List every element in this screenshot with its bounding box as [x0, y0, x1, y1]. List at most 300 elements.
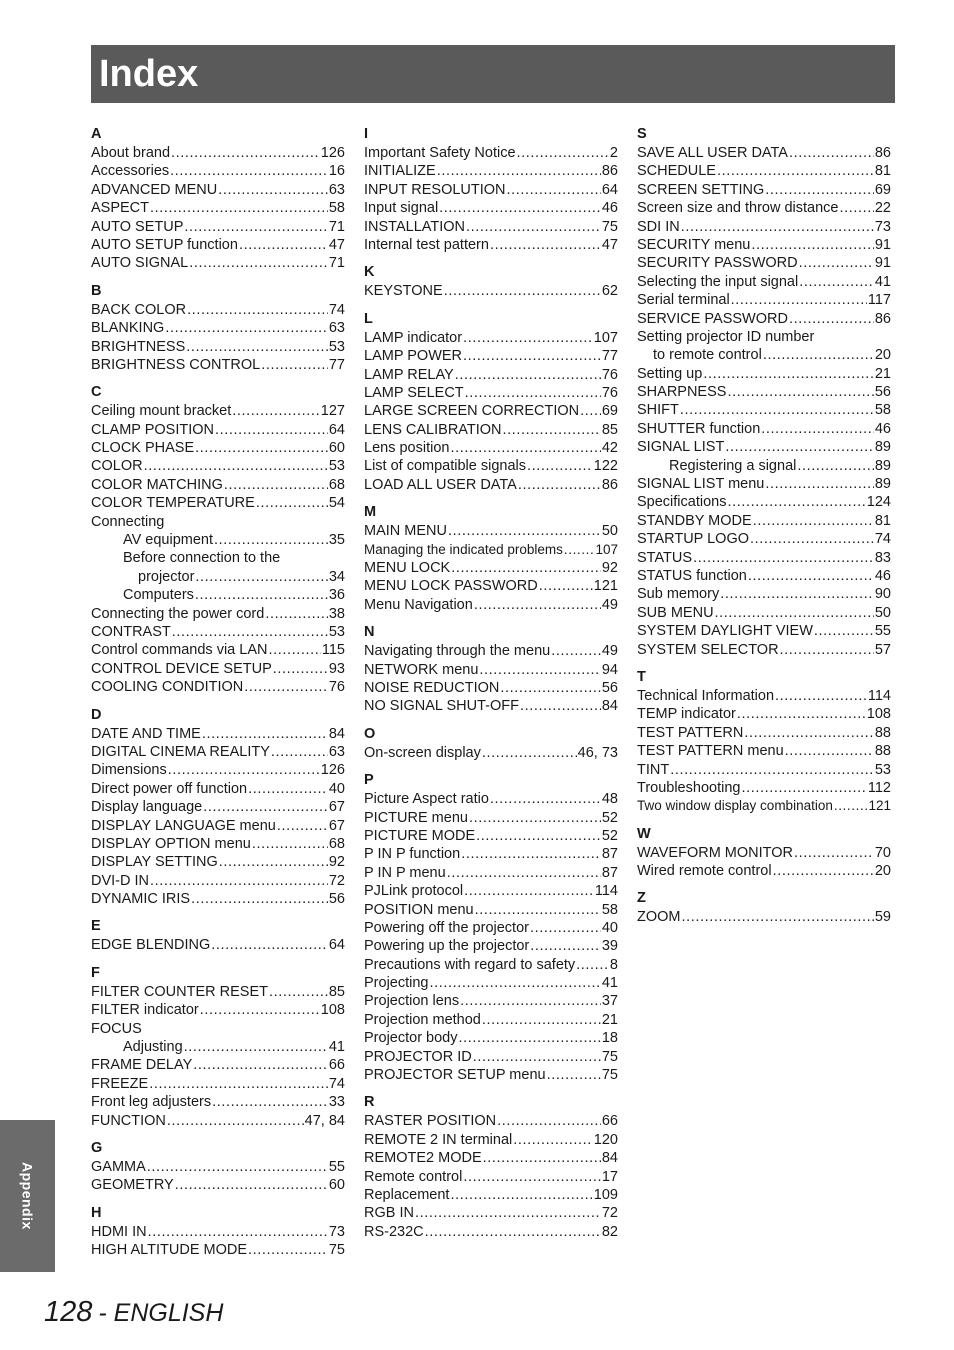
index-entry	[91, 254, 345, 272]
entry-label: SUB MENU	[637, 604, 714, 621]
page-title: Index	[99, 52, 199, 95]
entry-page: 8	[609, 956, 618, 973]
dot-leader	[799, 273, 874, 291]
entry-page: 91	[874, 236, 891, 253]
index-entry	[364, 1223, 618, 1241]
entry-page: 107	[595, 541, 618, 557]
entry-page: 18	[601, 1030, 618, 1047]
dot-leader	[429, 974, 600, 992]
dot-leader	[483, 1149, 601, 1167]
entry-page: 69	[601, 403, 618, 420]
dot-leader	[465, 384, 601, 402]
entry-page: 73	[328, 1223, 345, 1240]
dot-leader	[580, 402, 601, 420]
section-letter: W	[637, 825, 651, 842]
entry-page: 107	[593, 329, 618, 346]
section-letter: R	[364, 1094, 375, 1111]
dot-leader	[451, 559, 601, 577]
dot-leader	[187, 301, 328, 319]
dot-leader	[789, 310, 874, 328]
dot-leader	[148, 1223, 328, 1241]
entry-label: Ceiling mount bracket	[91, 403, 232, 420]
index-entry	[91, 1075, 345, 1093]
entry-page: 121	[868, 798, 891, 814]
dot-leader	[277, 817, 328, 835]
entry-label: to remote control	[653, 347, 762, 364]
dot-leader	[518, 476, 601, 494]
entry-label: LOAD ALL USER DATA	[364, 476, 517, 493]
entry-page: 86	[874, 145, 891, 161]
dot-leader	[224, 476, 328, 494]
dot-leader	[564, 541, 595, 559]
index-entry	[91, 605, 345, 623]
entry-page: 84	[328, 725, 345, 742]
index-entry	[637, 567, 891, 585]
entry-page: 57	[874, 641, 891, 658]
entry-label: Setting projector ID number	[637, 328, 815, 345]
entry-label: STANDBY MODE	[637, 512, 752, 529]
entry-label: BRIGHTNESS	[91, 338, 186, 355]
dot-leader	[444, 282, 601, 300]
index-section	[91, 917, 345, 954]
dot-leader	[775, 687, 867, 705]
entry-label: SHARPNESS	[637, 384, 727, 401]
entry-label: DVI-D IN	[91, 872, 149, 889]
dot-leader	[474, 596, 601, 614]
entry-page: 109	[593, 1186, 618, 1203]
entry-page: 68	[328, 835, 345, 852]
index-entry	[364, 1011, 618, 1029]
dot-leader	[212, 1093, 328, 1111]
index-entry	[364, 384, 618, 402]
entry-label: Computers	[123, 587, 194, 604]
entry-page: 71	[328, 218, 345, 235]
dot-leader	[720, 585, 874, 603]
index-entry	[91, 439, 345, 457]
index-entry	[637, 622, 891, 640]
dot-leader	[761, 420, 874, 438]
index-section	[364, 310, 618, 495]
section-letter: O	[364, 725, 376, 742]
index-entry	[364, 236, 618, 254]
dot-leader	[202, 725, 328, 743]
entry-label: P IN P function	[364, 846, 461, 863]
dot-leader	[547, 1066, 601, 1084]
index-entry	[364, 1029, 618, 1047]
entry-page: 89	[874, 439, 891, 456]
dot-leader	[680, 401, 874, 419]
index-entry	[364, 402, 618, 420]
index-entry	[91, 457, 345, 475]
index-entry	[91, 1158, 345, 1176]
entry-label: FUNCTION	[91, 1112, 166, 1129]
index-entry	[637, 365, 891, 383]
dot-leader	[727, 383, 873, 401]
dot-leader	[200, 1001, 320, 1019]
entry-label: STATUS function	[637, 567, 747, 584]
dot-leader	[232, 402, 320, 420]
entry-label: Important Safety Notice	[364, 145, 516, 161]
entry-label: NETWORK menu	[364, 661, 479, 678]
entry-page: 49	[601, 643, 618, 660]
entry-page: 86	[874, 310, 891, 327]
entry-label: Powering up the projector	[364, 938, 530, 955]
entry-label: DISPLAY SETTING	[91, 854, 218, 871]
index-entry	[364, 744, 618, 762]
index-entry	[637, 908, 891, 926]
entry-label: Internal test pattern	[364, 236, 489, 253]
entry-page: 42	[601, 440, 618, 457]
section-letter: T	[637, 668, 646, 685]
entry-page: 41	[601, 975, 618, 992]
dot-leader	[482, 744, 577, 762]
entry-page: 50	[874, 604, 891, 621]
index-entry	[91, 494, 345, 512]
dot-leader	[794, 844, 874, 862]
dot-leader	[150, 199, 328, 217]
index-entry	[91, 1038, 345, 1056]
entry-page: 124	[866, 494, 891, 511]
entry-page: 20	[874, 347, 891, 364]
entry-page: 17	[601, 1168, 618, 1185]
index-entry	[637, 641, 891, 659]
entry-label: STATUS	[637, 549, 693, 566]
dot-leader	[184, 218, 327, 236]
dot-leader	[551, 642, 601, 660]
index-section	[91, 1204, 345, 1260]
entry-page: 47, 84	[304, 1112, 345, 1129]
entry-label: LAMP indicator	[364, 329, 463, 346]
index-entry	[364, 421, 618, 439]
entry-page: 89	[874, 476, 891, 493]
dot-leader	[765, 475, 874, 493]
entry-label: Projection lens	[364, 993, 460, 1010]
entry-page: 58	[601, 901, 618, 918]
entry-label: ADVANCED MENU	[91, 181, 218, 198]
index-section	[91, 125, 345, 273]
entry-page: 87	[601, 846, 618, 863]
entry-page: 53	[328, 338, 345, 355]
entry-label: MENU LOCK PASSWORD	[364, 578, 538, 595]
index-entry	[364, 457, 618, 475]
entry-label: PROJECTOR ID	[364, 1048, 472, 1065]
dot-leader	[814, 622, 874, 640]
entry-label: KEYSTONE	[364, 283, 443, 300]
index-entry	[637, 705, 891, 723]
index-entry	[364, 522, 618, 540]
index-section	[91, 1139, 345, 1195]
index-section	[637, 668, 891, 816]
dot-leader	[731, 291, 867, 309]
index-entry	[364, 1048, 618, 1066]
dot-leader	[530, 937, 601, 955]
entry-label: PJLink protocol	[364, 883, 464, 900]
entry-page: 117	[867, 292, 891, 309]
index-entry	[364, 827, 618, 845]
section-letter: E	[91, 918, 101, 935]
entry-page: 85	[328, 983, 345, 1000]
index-entry	[364, 1186, 618, 1204]
dot-leader	[147, 1158, 328, 1176]
entry-page: 55	[874, 623, 891, 640]
section-letter: P	[364, 772, 374, 789]
entry-label: COLOR TEMPERATURE	[91, 495, 255, 512]
index-entry	[364, 882, 618, 900]
entry-label: PICTURE MODE	[364, 827, 476, 844]
index-section	[91, 282, 345, 375]
entry-label: REMOTE2 MODE	[364, 1150, 482, 1167]
entry-page: 76	[601, 384, 618, 401]
entry-page: 84	[601, 1150, 618, 1167]
dot-leader	[191, 890, 328, 908]
entry-label: SHUTTER function	[637, 420, 761, 437]
entry-page: 53	[328, 623, 345, 640]
entry-label: FRAME DELAY	[91, 1057, 193, 1074]
entry-label: AUTO SIGNAL	[91, 255, 189, 272]
index-section	[364, 623, 618, 716]
entry-label: RS-232C	[364, 1223, 424, 1240]
entry-page: 63	[328, 320, 345, 337]
index-entry	[91, 319, 345, 337]
dot-leader	[715, 604, 874, 622]
dot-leader	[513, 1131, 593, 1149]
index-entry	[364, 1131, 618, 1149]
entry-label: INITIALIZE	[364, 163, 436, 180]
index-entry	[364, 162, 618, 180]
dot-leader	[693, 549, 874, 567]
entry-page: 82	[601, 1223, 618, 1240]
dot-leader	[670, 761, 874, 779]
dot-leader	[214, 531, 328, 549]
section-letter: F	[91, 964, 100, 981]
index-entry	[364, 329, 618, 347]
entry-page: 58	[328, 200, 345, 217]
index-entry	[364, 366, 618, 384]
entry-label: TEST PATTERN menu	[637, 743, 784, 760]
entry-label: About brand	[91, 145, 171, 161]
entry-label: WAVEFORM MONITOR	[637, 844, 794, 861]
entry-page: 88	[874, 743, 891, 760]
index-entry	[637, 310, 891, 328]
index-section	[637, 125, 891, 659]
index-entry	[91, 798, 345, 816]
dot-leader	[256, 494, 328, 512]
dot-leader	[189, 254, 328, 272]
entry-page: 64	[328, 421, 345, 438]
entry-page: 120	[593, 1131, 618, 1148]
index-entry	[91, 872, 345, 890]
entry-page: 68	[328, 476, 345, 493]
entry-label: MAIN MENU	[364, 523, 447, 540]
index-entry	[364, 992, 618, 1010]
entry-page: 71	[328, 255, 345, 272]
entry-label: List of compatible signals	[364, 458, 526, 475]
index-entry	[91, 817, 345, 835]
dot-leader	[252, 835, 328, 853]
section-letter: S	[637, 126, 647, 142]
dot-leader	[517, 144, 609, 162]
entry-page: 72	[601, 1205, 618, 1222]
entry-page: 66	[601, 1113, 618, 1130]
entry-label: SIGNAL LIST menu	[637, 476, 765, 493]
index-entry	[91, 421, 345, 439]
entry-label: LAMP SELECT	[364, 384, 464, 401]
dot-leader	[490, 790, 601, 808]
dot-leader	[464, 882, 594, 900]
entry-page: 46	[874, 567, 891, 584]
entry-page: 56	[601, 679, 618, 696]
dot-leader	[520, 697, 601, 715]
index-section	[364, 1093, 618, 1241]
index-entry	[364, 596, 618, 614]
page-language: - ENGLISH	[98, 1299, 224, 1327]
index-entry	[91, 780, 345, 798]
entry-label: Input signal	[364, 200, 439, 217]
entry-page: 77	[601, 348, 618, 365]
index-entry	[637, 779, 891, 797]
entry-page: 76	[601, 366, 618, 383]
entry-label: Display language	[91, 799, 203, 816]
index-entry	[91, 936, 345, 954]
entry-label: GEOMETRY	[91, 1177, 174, 1194]
index-entry	[91, 983, 345, 1001]
entry-label: PICTURE menu	[364, 809, 468, 826]
index-entry	[91, 513, 345, 531]
section-letter: C	[91, 384, 102, 401]
section-letter: Z	[637, 890, 646, 907]
entry-page: 114	[594, 883, 618, 900]
entry-label: Registering a signal	[669, 457, 797, 474]
entry-label: INSTALLATION	[364, 218, 465, 235]
dot-leader	[466, 218, 601, 236]
entry-label: Powering off the projector	[364, 919, 529, 936]
index-entry	[637, 401, 891, 419]
dot-leader	[195, 568, 327, 586]
entry-page: 48	[601, 791, 618, 808]
dot-leader	[473, 1048, 601, 1066]
entry-page: 52	[601, 827, 618, 844]
entry-label: AUTO SETUP function	[91, 236, 238, 253]
dot-leader	[527, 457, 593, 475]
entry-label: Technical Information	[637, 687, 775, 704]
index-entry	[364, 347, 618, 365]
index-column	[91, 125, 345, 1269]
index-column	[637, 125, 891, 936]
index-entry	[364, 790, 618, 808]
entry-label: P IN P menu	[364, 864, 446, 881]
index-entry	[637, 162, 891, 180]
dot-leader	[184, 1038, 328, 1056]
page-number: 128	[44, 1296, 93, 1328]
section-letter: A	[91, 126, 102, 142]
section-letter: H	[91, 1204, 102, 1221]
entry-label: DISPLAY OPTION menu	[91, 835, 251, 852]
index-entry	[637, 144, 891, 162]
dot-leader	[748, 567, 874, 585]
dot-leader	[507, 181, 601, 199]
index-entry	[364, 144, 618, 162]
entry-page: 60	[328, 1177, 345, 1194]
entry-label: Managing the indicated problems	[364, 541, 563, 557]
dot-leader	[455, 366, 601, 384]
index-entry	[637, 457, 891, 475]
dot-leader	[265, 605, 328, 623]
dot-leader	[750, 530, 874, 548]
entry-label: REMOTE 2 IN terminal	[364, 1131, 513, 1148]
dot-leader	[448, 522, 601, 540]
entry-page: 90	[874, 586, 891, 603]
index-entry	[91, 678, 345, 696]
entry-label: MENU LOCK	[364, 560, 451, 577]
index-entry	[637, 530, 891, 548]
index-section	[364, 503, 618, 614]
index-section	[91, 964, 345, 1130]
entry-label: TEMP indicator	[637, 706, 736, 723]
entry-label: AV equipment	[123, 532, 214, 549]
index-entry	[364, 1204, 618, 1222]
entry-page: 81	[874, 163, 891, 180]
entry-page: 53	[328, 458, 345, 475]
index-entry	[364, 919, 618, 937]
dot-leader	[482, 1011, 601, 1029]
index-entry	[91, 568, 345, 586]
index-entry	[91, 725, 345, 743]
index-entry	[364, 1066, 618, 1084]
entry-label: Before connection to the	[123, 550, 281, 567]
index-entry	[364, 218, 618, 236]
entry-label: SYSTEM DAYLIGHT VIEW	[637, 623, 813, 640]
index-entry	[91, 402, 345, 420]
entry-page: 36	[328, 587, 345, 604]
index-entry	[637, 549, 891, 567]
index-entry	[364, 439, 618, 457]
dot-leader	[149, 1075, 328, 1093]
index-entry	[637, 862, 891, 880]
entry-page: 16	[328, 163, 345, 180]
entry-page: 67	[328, 799, 345, 816]
dot-leader	[248, 780, 328, 798]
entry-label: SECURITY menu	[637, 236, 751, 253]
index-entry	[637, 199, 891, 217]
section-letter: K	[364, 264, 375, 281]
entry-page: 77	[328, 356, 345, 373]
entry-page: 37	[601, 993, 618, 1010]
entry-label: FOCUS	[91, 1020, 142, 1037]
entry-label: SCHEDULE	[637, 163, 716, 180]
dot-leader	[725, 438, 874, 456]
entry-page: 53	[874, 761, 891, 778]
entry-page: 108	[866, 706, 891, 723]
index-entry	[637, 383, 891, 401]
dot-leader	[463, 329, 593, 347]
entry-page: 58	[874, 402, 891, 419]
dot-leader	[459, 1029, 601, 1047]
index-entry	[637, 742, 891, 760]
entry-label: Selecting the input signal	[637, 273, 799, 290]
entry-label: Picture Aspect ratio	[364, 791, 489, 808]
dot-leader	[150, 872, 328, 890]
entry-label: DATE AND TIME	[91, 725, 201, 742]
index-entry	[91, 1176, 345, 1194]
index-entry	[637, 797, 891, 815]
dot-leader	[172, 623, 328, 641]
dot-leader	[469, 809, 601, 827]
entry-page: 41	[874, 273, 891, 290]
entry-label: Replacement	[364, 1186, 450, 1203]
index-entry	[91, 144, 345, 162]
entry-page: 126	[320, 145, 345, 161]
entry-page: 115	[321, 642, 345, 659]
